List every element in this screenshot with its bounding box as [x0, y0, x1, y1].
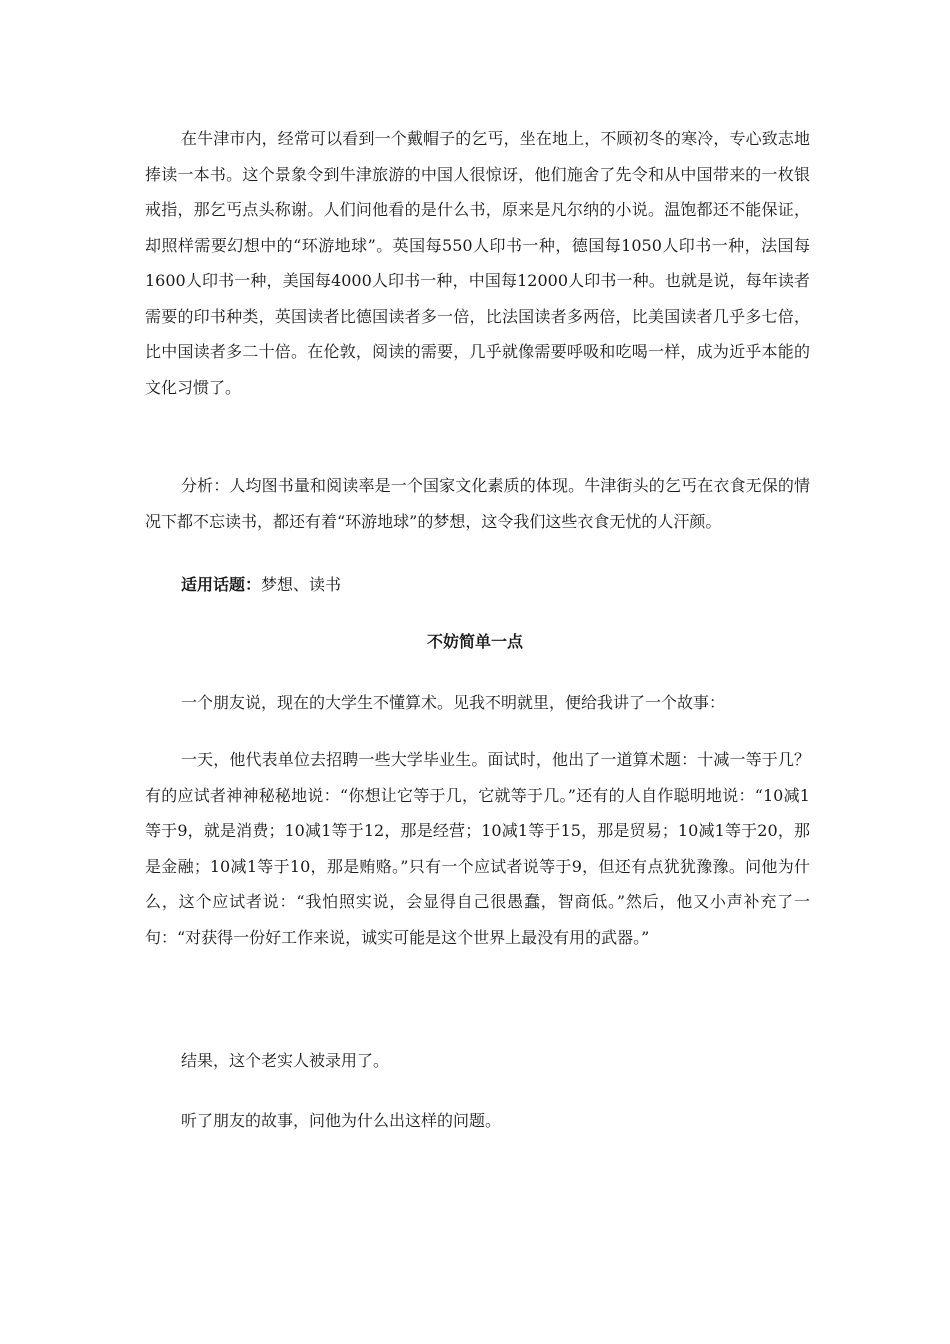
applicable-topic [181, 567, 341, 602]
paragraph-story-followup: 听了朋友的故事，问他为什么出这样的问题。 [181, 1111, 502, 1130]
paragraph-analysis: 分析：人均图书量和阅读率是一个国家文化素质的体现。牛津街头的乞丐在衣食无保的情况下都不忘读书，都还有着“环游地球”的梦想，这令我们这些衣食无忧的人汗颜。 [145, 476, 810, 531]
paragraph-beggar-story: 在牛津市内，经常可以看到一个戴帽子的乞丐，坐在地上，不顾初冬的寒冷，专心致志地捧读一本书。这个景象令到牛津旅游的中国人很惊讶，他们施舍了先令和从中国带来的一枚银戒指，那乞丐点头称谢。人们问他看的是什么书，原来是凡尔纳的小说。温饱都还不能保证，却照样需要幻想中的“环游地球”。英国每550人印书一种，德国每1050人印书一种，法国每1600人印书一种，美国每4000人印书一种，中国每12000人印书一种。也就是说，每年读者需要的印书种类，英国读者比德国读者多一倍，比法国读者多两倍，比美国读者几乎多七倍，比中国读者多二十倍。在伦敦，阅读的需要，几乎就像需要呼吸和吃喝一样，成为近乎本能的文化习惯了。 [145, 129, 810, 397]
paragraph-story-intro: 一个朋友说，现在的大学生不懂算术。见我不明就里，便给我讲了一个故事： [181, 693, 726, 712]
paragraph-story-result: 结果，这个老实人被录用了。 [181, 1051, 390, 1070]
section-title: 不妨简单一点 [426, 632, 523, 651]
topic-value: 梦想、读书 [261, 575, 342, 594]
topic-label: 适用话题： [181, 575, 262, 594]
paragraph-story-main: 一天，他代表单位去招聘一些大学毕业生。面试时，他出了一道算术题：十减一等于几？有的应试者神神秘秘地说：“你想让它等于几，它就等于几。”还有的人自作聪明地说：“10减1等于9，就是消费；10减1等于12，那是经营；10减1等于15，那是贸易；10减1等于20，那是金融；10减1等于10，那是贿赂。”只有一个应试者说等于9，但还有点犹犹豫豫。问他为什么，这个应试者说：“我怕照实说，会显得自己很愚蠢，智商低。”然后，他又小声补充了一句：“对获得一份好工作来说，诚实可能是这个世界上最没有用的武器。” [145, 750, 810, 947]
